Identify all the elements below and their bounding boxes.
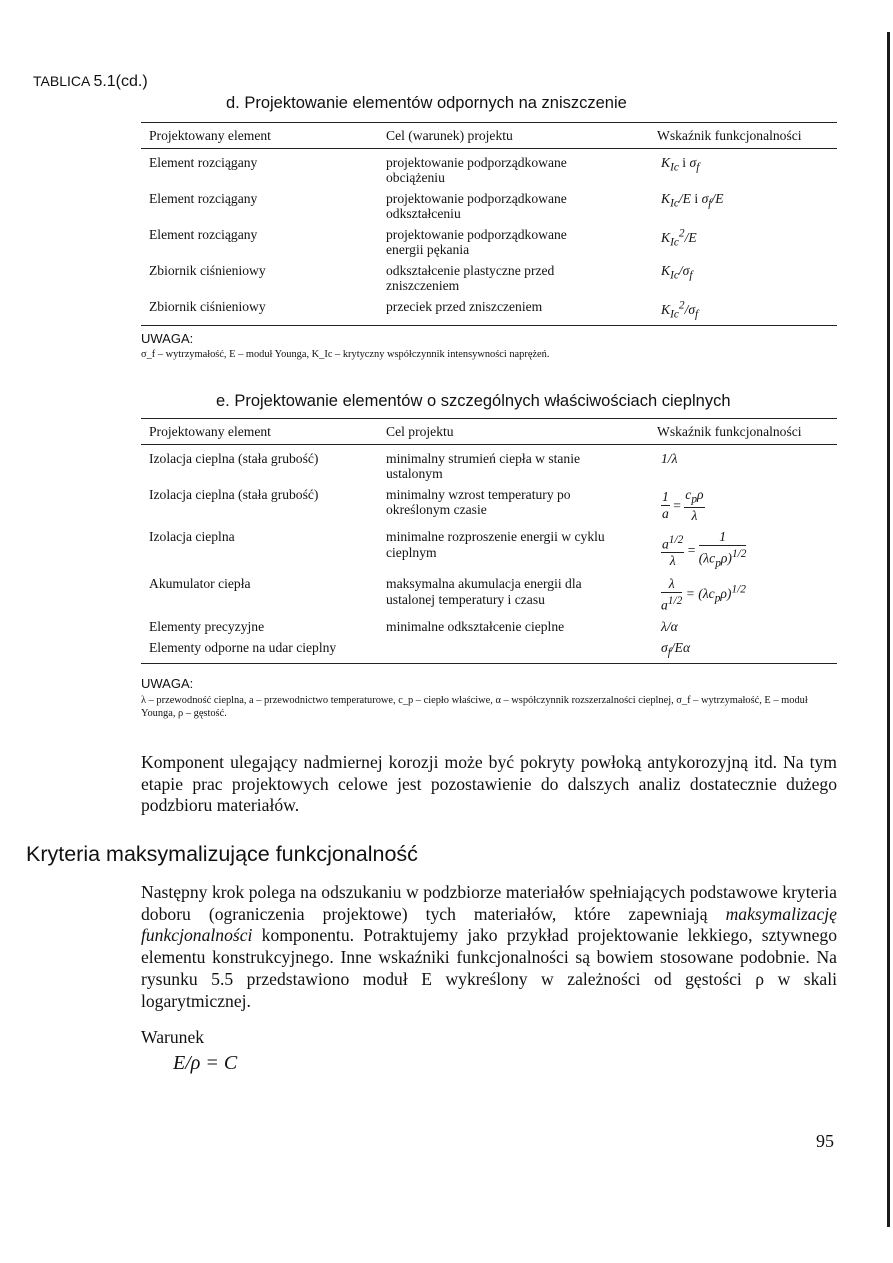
section-e-note: λ – przewodność cieplna, a – przewodnictwo temperaturowe, c_p – ciepło właściwe, α – współczynnik rozszerzalności cieplnej, σ_f – wytrzymałość, E – moduł Younga, ρ – gęstość. [141, 695, 808, 719]
row-index: λ/α [661, 619, 678, 634]
header-goal: Cel (warunek) projektu [386, 123, 651, 149]
row-element: Zbiornik ciśnieniowy [141, 299, 386, 326]
row-element: Zbiornik ciśnieniowy [149, 262, 266, 278]
row-goal: projektowanie podporządkowane energii pękania [386, 226, 567, 257]
section-e-note-label: UWAGA: [141, 676, 194, 691]
paragraph-2-part-2: komponentu. Potraktujemy jako przykład projektowanie lekkiego, sztywnego elementu konstrukcyjnego. Inne wskaźniki funkcjonalności są bowiem stosowane podobnie. Na rysunku 5.5 przedstawiono moduł E wykreślony w zależności od gęstości ρ w skali logarytmicznej. [141, 925, 837, 1011]
row-goal: przeciek przed zniszczeniem [386, 299, 651, 326]
row-goal: minimalny wzrost temperatury po określonym czasie [386, 486, 571, 517]
row-index: $\frac{1}{a}$ = $\frac{c_p\rho}{\lambda}$ [662, 486, 704, 524]
paragraph-2-part-1: Następny krok polega na odszukaniu w podzbiorze materiałów spełniających podstawowe kryteria doboru (ograniczenia projektowe) tych materiałów, które zapewniają [141, 882, 837, 924]
row-goal: odkształcenie plastyczne przed zniszczeniem [386, 262, 555, 293]
section-d-table [141, 122, 837, 326]
row-goal: minimalne rozproszenie energii w cyklu cieplnym [386, 529, 605, 560]
section-d-note: σ_f – wytrzymałość, E – moduł Younga, K_Ic – krytyczny współczynnik intensywności naprężeń. [141, 349, 550, 360]
paragraph-2 [141, 882, 837, 1012]
table-row [141, 227, 837, 263]
row-element: Izolacja cieplna (stała grubość) [149, 486, 319, 502]
row-goal: projektowanie podporządkowane odkształceniu [386, 190, 567, 221]
section-d-header-row [141, 123, 837, 149]
header-element: Projektowany element [141, 419, 386, 445]
row-goal: minimalne odkształcenie cieplne [386, 619, 565, 634]
header-goal: Cel projektu [386, 419, 651, 445]
paragraph-1: Komponent ulegający nadmiernej korozji może być pokryty powłoką antykorozyjną itd. Na tym etapie prac projektowych celowe jest pozostawienie do dalszych analiz dostatecznie dużego podzbioru materiałów. [141, 752, 837, 816]
row-index: $K_{Ic}^2/E$ [661, 227, 697, 249]
formula: E/ρ = C [173, 1052, 238, 1074]
section-e-title: e. Projektowanie elementów o szczególnych właściwościach cieplnych [216, 392, 731, 410]
page-number: 95 [816, 1131, 834, 1151]
row-index: $\frac{a^{1/2}}{\lambda}$ = $\frac{1}{(\lambda c_p\rho)^{1/2}}$ [662, 529, 747, 570]
row-index: $K_{Ic}^2/\sigma_f$ [651, 299, 837, 326]
row-index: $\frac{\lambda}{a^{1/2}}$ = $(\lambda c_p\rho)^{1/2}$ [661, 576, 746, 613]
table-row [141, 148, 837, 191]
row-element: Izolacja cieplna (stała grubość) [149, 450, 319, 466]
row-index: $K_{Ic}/\sigma_f$ [661, 262, 693, 282]
row-element: Element rozciągany [149, 190, 258, 206]
row-element: Elementy precyzyjne [149, 619, 265, 634]
row-element: Elementy odporne na udar cieplny [141, 640, 651, 664]
row-index: $\sigma_f/E\alpha$ [651, 640, 837, 664]
row-element: Izolacja cieplna [149, 529, 235, 545]
row-element: Akumulator ciepła [149, 576, 251, 592]
section-e-table [141, 418, 837, 664]
table-row [141, 487, 837, 530]
table-row [141, 299, 837, 326]
header-index: Wskaźnik funkcjonalności [651, 123, 837, 149]
row-index: 1/λ [661, 450, 678, 466]
paragraph-2-emphasis: maksymalizację funkcjonalności [141, 903, 837, 946]
table-row [141, 619, 837, 640]
section-e-header-row [141, 419, 837, 445]
condition-label: Warunek [141, 1027, 205, 1047]
table-row [141, 640, 837, 664]
table-label-number: 5.1(cd.) [93, 73, 148, 90]
row-element: Element rozciągany [149, 154, 258, 170]
table-row [141, 529, 837, 576]
header-index: Wskaźnik funkcjonalności [651, 419, 837, 445]
row-goal: projektowanie podporządkowane obciążeniu [386, 154, 567, 185]
header-element: Projektowany element [141, 123, 386, 149]
row-goal: maksymalna akumulacja energii dla ustalonej temperatury i czasu [386, 576, 582, 607]
table-row [141, 191, 837, 227]
row-element: Element rozciągany [149, 226, 258, 242]
table-row [141, 444, 837, 487]
section-d-title: d. Projektowanie elementów odpornych na zniszczenie [226, 94, 627, 112]
row-index: $K_{Ic}$ i $\sigma_f$ [661, 154, 700, 174]
table-label-word: TABLICA [33, 73, 90, 89]
page-edge-line [887, 32, 890, 1227]
table-label [33, 73, 148, 91]
section-heading: Kryteria maksymalizujące funkcjonalność [26, 842, 418, 866]
table-row [141, 576, 837, 619]
row-index: $K_{Ic}/E$ i $\sigma_f/E$ [661, 190, 724, 210]
section-d-note-label: UWAGA: [141, 331, 194, 346]
row-goal: minimalny strumień ciepła w stanie ustalonym [386, 450, 581, 481]
table-row [141, 263, 837, 299]
